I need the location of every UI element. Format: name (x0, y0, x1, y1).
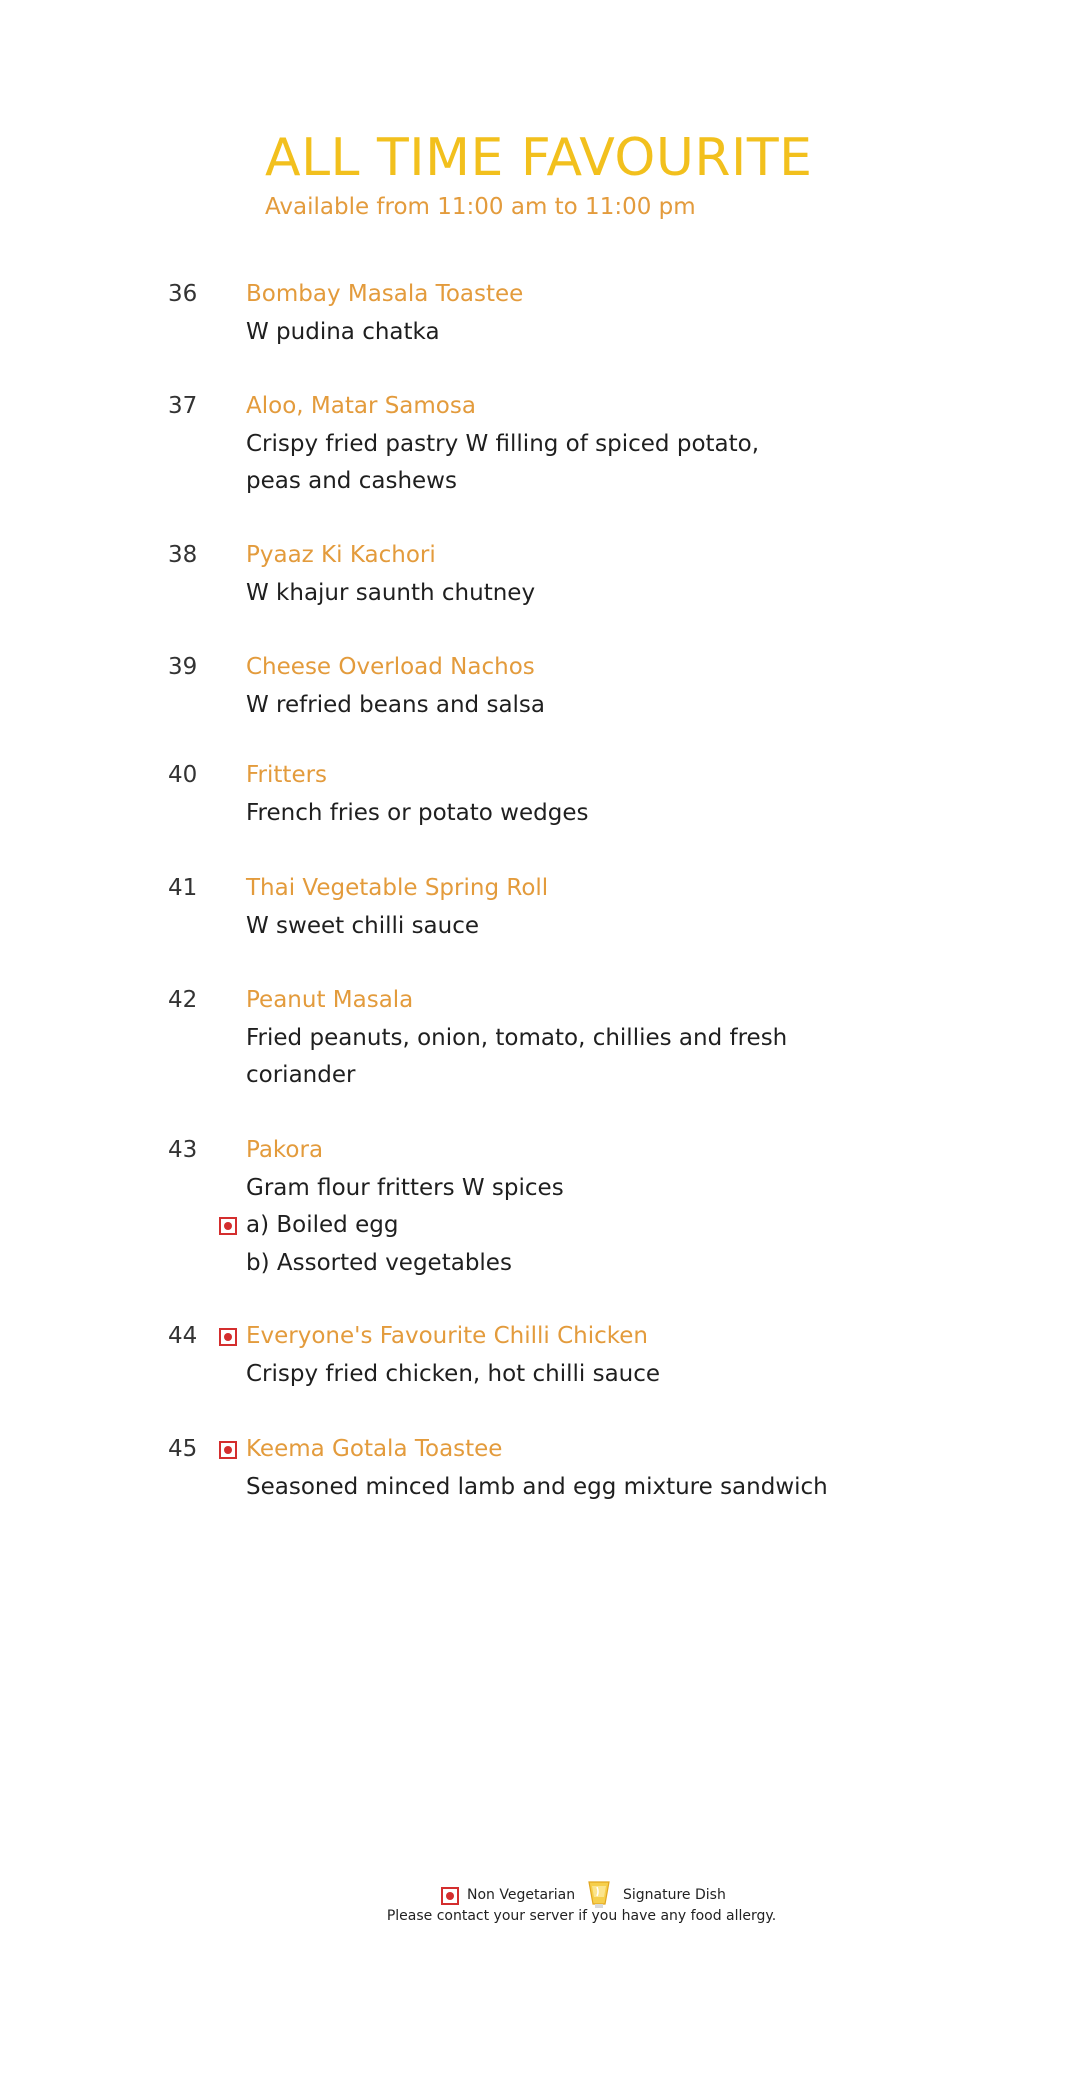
item-name: Bombay Masala Toastee (246, 281, 524, 307)
item-number: 38 (168, 542, 198, 568)
item-number: 42 (168, 987, 198, 1013)
availability-subtitle: Available from 11:00 am to 11:00 pm (265, 194, 696, 220)
item-description: Seasoned minced lamb and egg mixture sandwich (246, 1473, 828, 1500)
non-veg-icon (219, 1328, 237, 1346)
item-number: 40 (168, 762, 198, 788)
item-number: 36 (168, 281, 198, 307)
item-number: 41 (168, 875, 198, 901)
item-description: Crispy fried chicken, hot chilli sauce (246, 1360, 661, 1387)
item-number: 45 (168, 1436, 198, 1462)
non-veg-icon (441, 1887, 459, 1905)
item-description: W refried beans and salsa (246, 691, 545, 718)
item-option: a) Boiled egg (246, 1212, 399, 1238)
page-title: ALL TIME FAVOURITE (265, 128, 813, 188)
item-name: Aloo, Matar Samosa (246, 393, 476, 419)
item-description: Crispy fried pastry W filling of spiced potato, (246, 430, 760, 457)
item-name: Cheese Overload Nachos (246, 654, 535, 680)
item-name: Everyone's Favourite Chilli Chicken (246, 1323, 648, 1349)
item-name: Pyaaz Ki Kachori (246, 542, 436, 568)
non-veg-icon (219, 1441, 237, 1459)
item-description: W sweet chilli sauce (246, 912, 480, 939)
item-number: 39 (168, 654, 198, 680)
item-name: Fritters (246, 762, 328, 788)
item-name: Pakora (246, 1137, 324, 1163)
item-description: peas and cashews (246, 468, 457, 494)
legend-signature-label: Signature Dish (623, 1887, 726, 1903)
item-description: W pudina chatka (246, 318, 440, 345)
item-name: Keema Gotala Toastee (246, 1436, 503, 1462)
item-option: b) Assorted vegetables (246, 1249, 512, 1276)
item-number: 43 (168, 1137, 198, 1163)
item-number: 44 (168, 1323, 198, 1349)
item-description: coriander (246, 1062, 356, 1088)
item-description: Gram flour fritters W spices (246, 1174, 564, 1201)
item-description: French fries or potato wedges (246, 799, 589, 826)
item-name: Peanut Masala (246, 987, 414, 1013)
legend-non-veg-label: Non Vegetarian (467, 1887, 576, 1903)
item-number: 37 (168, 393, 198, 419)
allergy-note: Please contact your server if you have any food allergy. (386, 1908, 777, 1924)
item-description: Fried peanuts, onion, tomato, chillies and fresh (246, 1024, 788, 1051)
item-name: Thai Vegetable Spring Roll (246, 875, 549, 901)
non-veg-icon (219, 1217, 237, 1235)
item-description: W khajur saunth chutney (246, 579, 536, 606)
